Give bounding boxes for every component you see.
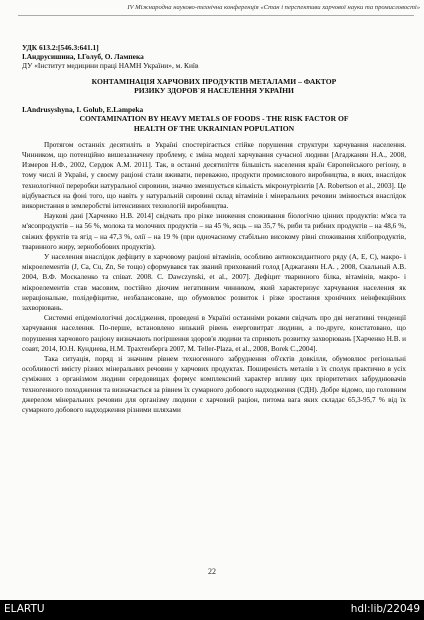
paragraph-2: Наукові дані [Харченко Н.В. 2014] свідчать про різке зниження споживання біологічно цінних продуктів: м'яса та м'ясопродуктів – на 56 %, молока та молочних продуктів – на 45 %, яєць – на 35,7 %, риби та рибних продуктів – на 48,6 %, свіжих фруктів та ягід – на 47,3 %, олії – на 19 % (при одночасному стабільно високому рівні споживання хлібопродуктів, тваринного жиру, зернобобових продуктів). bbox=[22, 212, 406, 251]
affiliation-ua: ДУ «Інститут медицини праці НАМН України», м. Київ bbox=[22, 61, 199, 70]
title-en bbox=[22, 114, 406, 132]
authors-ua: І.Андрусишина, І.Голуб, О. Лампека bbox=[22, 52, 144, 61]
handle-link[interactable]: hdl:lib/22049 bbox=[350, 603, 420, 615]
article-meta bbox=[22, 43, 406, 70]
paragraph-4: Системні епідеміологічні дослідження, проведені в Україні останніми роками свідчать про дві негативні тенденції харчування населення. По-перше, встановлено низький рівень енерговитрат людини, а по-друге, констатовано, що порушення харчового раціону визначають погіршення здоров'я людини та сприяють розвитку захворювань [Харченко Н.В. и соавт, 2014, Ю.Н. Кундиева, Н.М. Трахтенберга 2007, M. Teller-Plaza, et al., 2008, Borek C.,2004]. bbox=[22, 314, 406, 353]
header-rule bbox=[18, 15, 414, 16]
running-header: IV Міжнародна науково-технічна конференція «Стан і перспективи харчової науки та промисловості» bbox=[127, 4, 420, 11]
title-ua-line-2: РИЗИКУ ЗДОРОВ`Я НАСЕЛЕННЯ УКРАЇНИ bbox=[134, 86, 294, 96]
title-en-line-1: CONTAMINATION BY HEAVY METALS OF FOODS - THE RISK FACTOR OF bbox=[79, 114, 349, 124]
udc-code: УДК 613.2:[546.3:641.1] bbox=[22, 43, 99, 52]
article-content bbox=[22, 43, 406, 415]
paragraph-3: У населення внаслідок дефіциту в харчовому раціоні вітамінів, особливо антиоксидантного ряду (A, E, C), макро- і мікроелементів (J, Ca, Cu, Zn, Se тощо) сформувався так званий прихований голод [Аджаганян Н.А. , 2008, Скальный А.В. 2004, В.Ф. Москаленко та співат. 2008. C. Dawczynski, et al., 2007]. Дефіцит тваринного білка, вітамінів, макро- і мікроелементів став масовим, постійно діючим негативним чинником, який характеризує харчування населення як нераціональне, полідефіцитне, незбалансоване, що обумовлює розвиток і різке зростання хронічних неінфекційних захворювань. bbox=[22, 253, 406, 313]
repository-name: ELARTU bbox=[4, 603, 45, 615]
authors-en: I.Andrusyshyna, I. Golub, E.Lampeka bbox=[22, 105, 144, 115]
repository-footer bbox=[0, 600, 424, 620]
title-en-line-2: HEALTH OF THE UKRAINIAN POPULATION bbox=[133, 123, 295, 133]
article-body bbox=[22, 140, 406, 415]
paragraph-5: Така ситуація, поряд зі значним рівнем техногенного забруднення об'єктів довкілля, обумовлює регіональні особливості вмісту різних мінеральних речовин у харчових продуктах. Поширеність металів з їх сполук практично в усіх суміжних з організмом людини середовищах формує комплексний характер впливу цих пріоритетних забруднювачів техногенного походження та визначається за рівнем їх сумарного добового надходження (СДН). Добре відомо, що головним джерелом мінеральних речовин для організму людини є харчовий раціон, питома вага яких складає 65,3-95,7 % від їх сумарного добового надходження різними шляхами bbox=[22, 355, 406, 415]
page-number: 22 bbox=[208, 567, 216, 576]
paragraph-1: Протягом останніх десятиліть в Україні спостерігається стійке порушення структури харчування населення. Чинником, що потенційно вишезазначену проблему, є зміна моделі харчування сучасної людини [Агаджанян Н.А., 2008, Измеров Н.Ф., 2002, Сердюк А.М. 2011]. Так, в останні десятиліття більшість населення країн Європейського регіону, в тому числі й Україні, у своєму раціоні стали вживати, переважно, продукти промислового виробництва, в яких, внаслідок технологічної переробки натуральної сировини, значно зменшується кількість мікронутрієнтів [A. Robertson et al., 2003]. Це відбувається на фоні того, що навіть у натуральній сировині склад вітамінів і мінеральних речовин змінюється внаслідок використання в землеробстві інтенсивних технологій виробництва. bbox=[22, 140, 406, 211]
title-ua bbox=[22, 77, 406, 95]
title-ua-line-1: КОНТАМІНАЦІЯ ХАРЧОВИХ ПРОДУКТІВ МЕТАЛАМИ – ФАКТОР bbox=[91, 77, 337, 86]
